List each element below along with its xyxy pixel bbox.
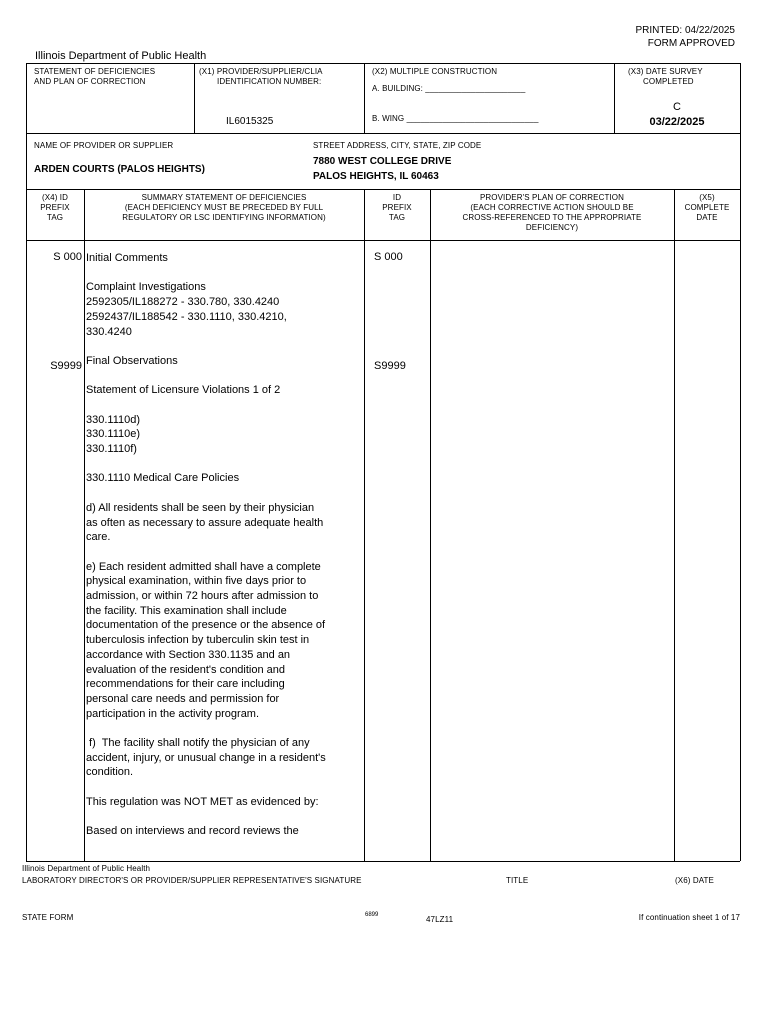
address-label: STREET ADDRESS, CITY, STATE, ZIP CODE	[313, 141, 482, 150]
col-divider-2	[364, 189, 365, 861]
complaint-line-1: 2592305/IL188272 - 330.780, 330.4240	[86, 296, 280, 309]
reg-f: 330.1110f)	[86, 443, 137, 456]
complaint-line-3: 330.4240	[86, 325, 132, 338]
x1-label: (X1) PROVIDER/SUPPLIER/CLIA	[199, 67, 323, 76]
divider-x1	[194, 63, 195, 133]
para-e-4: the facility. This examination shall include	[86, 604, 287, 617]
para-d-3: care.	[86, 531, 111, 544]
para-e-5: documentation of the presence or the absence of	[86, 619, 326, 632]
initial-comments: Initial Comments	[86, 252, 168, 264]
form-approved: FORM APPROVED	[647, 38, 735, 49]
statement-line2: AND PLAN OF CORRECTION	[34, 77, 146, 86]
title-label: TITLE	[506, 876, 529, 885]
signature-label: LABORATORY DIRECTOR'S OR PROVIDER/SUPPLIER REPRESENTATIVE'S SIGNATURE	[22, 876, 362, 885]
para-e-2: physical examination, within five days prior to	[86, 575, 307, 588]
continuation-sheet: If continuation sheet 1 of 17	[638, 913, 740, 922]
wing-field: B. WING _____________________________	[372, 114, 539, 123]
provider-id-number: IL6015325	[226, 116, 274, 127]
tag-s000: S 000	[53, 251, 82, 263]
para-d-1: d) All residents shall be seen by their physician	[86, 501, 315, 514]
provider-name-label: NAME OF PROVIDER OR SUPPLIER	[34, 141, 174, 150]
form-number: 6899	[365, 912, 379, 918]
para-d-2: as often as necessary to assure adequate health	[86, 516, 324, 529]
event-id: 47LZ11	[426, 915, 454, 924]
tag-s9999: S9999	[50, 360, 82, 372]
row-divider-2	[26, 189, 740, 190]
x5-header: (X5) COMPLETE DATE	[684, 193, 730, 222]
x3-label-2: COMPLETED	[643, 77, 694, 86]
statement-violations: Statement of Licensure Violations 1 of 2	[86, 384, 281, 397]
id-prefix-header: ID PREFIX TAG	[382, 193, 412, 222]
complaint-line-2: 2592437/IL188542 - 330.1110, 330.4210,	[86, 310, 287, 323]
right-border	[740, 63, 741, 861]
survey-code: C	[673, 101, 681, 113]
building-field: A. BUILDING: ______________________	[372, 84, 526, 93]
bottom-border	[26, 861, 740, 862]
row-divider-3	[26, 240, 740, 241]
x2-label: (X2) MULTIPLE CONSTRUCTION	[372, 67, 498, 76]
row-divider-1	[26, 133, 740, 134]
street-address: 7880 WEST COLLEGE DRIVE	[313, 156, 452, 167]
complaint-heading: Complaint Investigations	[86, 281, 206, 294]
para-e-1: e) Each resident admitted shall have a complete	[86, 560, 321, 573]
agency-name: Illinois Department of Public Health	[35, 50, 207, 62]
final-observations: Final Observations	[86, 354, 178, 367]
not-met-statement: This regulation was NOT MET as evidenced by:	[86, 795, 319, 808]
summary-body	[86, 251, 361, 839]
para-f-3: condition.	[86, 766, 134, 779]
para-f-2: accident, injury, or unusual change in a resident's	[86, 751, 326, 764]
city-state-zip: PALOS HEIGHTS, IL 60463	[313, 171, 439, 182]
divider-x2	[364, 63, 365, 133]
para-e-8: evaluation of the resident's condition and	[86, 663, 286, 676]
provider-name: ARDEN COURTS (PALOS HEIGHTS)	[34, 164, 205, 175]
para-e-9: recommendations for their care including	[86, 678, 285, 691]
reg-e: 330.1110e)	[86, 428, 141, 441]
x4-header: (X4) ID PREFIX TAG	[40, 193, 70, 222]
x3-label: (X3) DATE SURVEY	[628, 67, 703, 76]
left-border	[26, 63, 27, 861]
date-label: (X6) DATE	[675, 876, 714, 885]
para-e-11: participation in the activity program.	[86, 707, 260, 720]
col-divider-1	[84, 189, 85, 861]
statement-line1: STATEMENT OF DEFICIENCIES	[34, 67, 156, 76]
state-form-label: STATE FORM	[22, 913, 74, 922]
summary-header: SUMMARY STATEMENT OF DEFICIENCIES (EACH DEFICIENCY MUST BE PRECEDED BY FULL REGULATORY OR LSC IDENTIFYING INFORMATION)	[122, 193, 326, 222]
para-e-10: personal care needs and permission for	[86, 692, 280, 705]
reg-d: 330.1110d)	[86, 413, 141, 426]
col-divider-3	[430, 189, 431, 861]
plan-header: PROVIDER'S PLAN OF CORRECTION (EACH CORRECTIVE ACTION SHOULD BE CROSS-REFERENCED TO THE APPROPRIATE DEFICIENCY)	[462, 193, 642, 232]
x1-label-2: IDENTIFICATION NUMBER:	[217, 77, 322, 86]
footer-agency: Illinois Department of Public Health	[22, 864, 151, 873]
tag-s000-right: S 000	[374, 251, 403, 263]
printed-date: PRINTED: 04/22/2025	[635, 25, 735, 36]
tag-s9999-right: S9999	[374, 360, 406, 372]
col-divider-4	[674, 189, 675, 861]
para-e-6: tuberculosis infection by tuberculin skin test in	[86, 634, 310, 647]
policies-heading: 330.1110 Medical Care Policies	[86, 472, 240, 485]
top-border	[26, 63, 740, 64]
para-f-1: f) The facility shall notify the physician of any	[86, 737, 310, 750]
para-e-7: accordance with Section 330.1135 and an	[86, 648, 291, 661]
para-e-3: admission, or within 72 hours after admission to	[86, 590, 319, 603]
based-on-line: Based on interviews and record reviews the	[86, 825, 299, 838]
survey-date: 03/22/2025	[649, 116, 705, 128]
